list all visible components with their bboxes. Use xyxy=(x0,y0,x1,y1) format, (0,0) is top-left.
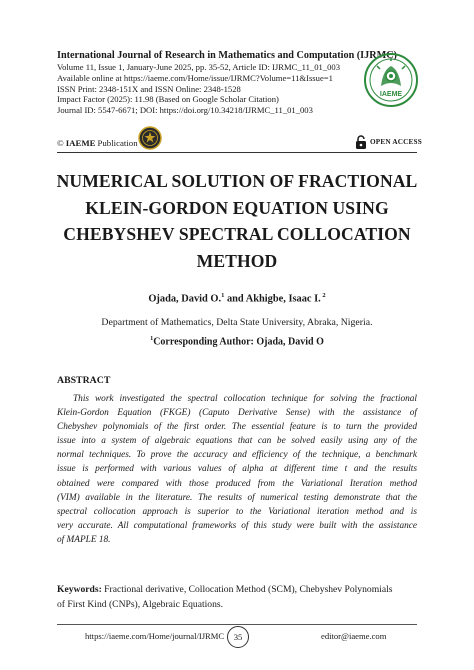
journal-header xyxy=(57,49,397,116)
author-conjunction: and xyxy=(224,293,246,305)
abstract-body xyxy=(57,392,417,547)
volume-line: Volume 11, Issue 1, January-June 2025, pp. 35-52, Article ID: IJRMC_11_01_003 xyxy=(57,62,341,72)
abstract-heading: ABSTRACT xyxy=(57,375,111,386)
publisher-brand: IAEME xyxy=(65,138,96,148)
issn-line: ISSN Print: 2348-151X and ISSN Online: 2348-1528 xyxy=(57,83,241,94)
abstract-line: This work investigated the spectral collocation technique for solving the fractional xyxy=(73,394,417,404)
copyright-symbol: © xyxy=(57,138,64,148)
page-number: 35 xyxy=(227,626,249,648)
iaeme-logo-icon xyxy=(363,52,419,108)
abstract-line: Klein-Gordon Equation (FKGE) (Caputo Derivative Sense) with the assistance of xyxy=(57,408,417,419)
corresponding-value: : Ojada, David O xyxy=(250,336,324,348)
corresponding-author xyxy=(0,335,474,347)
impact-factor-line: Impact Factor (2025): 11.98 (Based on Google Scholar Citation) xyxy=(57,94,279,105)
doi-line[interactable]: Journal ID: 5547-6671; DOI: https://doi.org/10.34218/IJRMC_11_01_003 xyxy=(57,105,313,116)
title-line: METHOD xyxy=(196,250,278,271)
publisher-credit xyxy=(57,136,138,150)
abstract-line: very accurate. All computational frameworks of this study were built with the assistance xyxy=(57,520,417,531)
abstract-line: Chebyshev polynomials of the first order. The essential feature is to turn the provided xyxy=(57,422,417,433)
keywords-text-1: Fractional derivative, Collocation Method (SCM), Chebyshev Polynomials xyxy=(101,584,393,595)
abstract-line: (VIM) available in the literature. The results of numerical testing demonstrate that the xyxy=(57,492,417,503)
title-line: CHEBYSHEV SPECTRAL COLLOCATION xyxy=(63,224,411,244)
author-list xyxy=(0,292,474,304)
footer-journal-link[interactable]: https://iaeme.com/Home/journal/IJRMC xyxy=(85,631,225,641)
abstract-line: obtained were compared with those produced from the Variational Iteration method xyxy=(57,478,417,489)
keywords-label: Keywords: xyxy=(57,584,102,595)
title-line: KLEIN-GORDON EQUATION USING xyxy=(85,197,389,218)
keywords-text-2: of First Kind (CNPs), Algebraic Equations. xyxy=(57,599,224,610)
author-2: Akhigbe, Isaac I. xyxy=(245,293,321,305)
logo-text: IAEME xyxy=(379,91,403,98)
abstract-line: issue is performed with various values of alpha at different time t and the results xyxy=(57,464,417,475)
header-divider xyxy=(57,152,417,153)
title-line: NUMERICAL SOLUTION OF FRACTIONAL xyxy=(56,171,418,191)
open-access-badge xyxy=(355,135,422,149)
abstract-line: normal techniques. To prove the accuracy and efficiency of the technique, a benchmark xyxy=(57,450,417,461)
affiliation: Department of Mathematics, Delta State University, Abraka, Nigeria. xyxy=(101,317,373,328)
keywords xyxy=(57,582,417,612)
award-badge-icon xyxy=(138,126,162,150)
open-lock-icon xyxy=(355,135,367,149)
corresponding-mark: 1 xyxy=(150,335,154,342)
author-1: Ojada, David O. xyxy=(148,293,222,305)
availability-line[interactable]: Available online at https://iaeme.com/Home/issue/IJRMC?Volume=11&Issue=1 xyxy=(57,72,333,83)
publisher-word: Publication xyxy=(97,138,138,148)
author-2-affiliation-mark: 2 xyxy=(320,292,326,299)
abstract-line: spectral collocation approach is superior to the Variational iteration method and is xyxy=(57,506,417,517)
paper-title xyxy=(40,168,434,274)
keywords-line-1 xyxy=(57,582,417,597)
open-access-label: OPEN ACCESS xyxy=(370,138,422,146)
abstract-line: issue into a system of algebraic equations that can be solved easily using any of the xyxy=(57,436,417,447)
footer-email-link[interactable]: editor@iaeme.com xyxy=(321,631,387,641)
journal-name: International Journal of Research in Mathematics and Computation (IJRMC) xyxy=(57,50,397,61)
author-1-affiliation-mark: 1 xyxy=(221,292,225,299)
abstract-line: of MAPLE 18. xyxy=(57,534,111,545)
footer-divider xyxy=(57,624,417,625)
corresponding-label: Corresponding Author xyxy=(153,336,251,348)
